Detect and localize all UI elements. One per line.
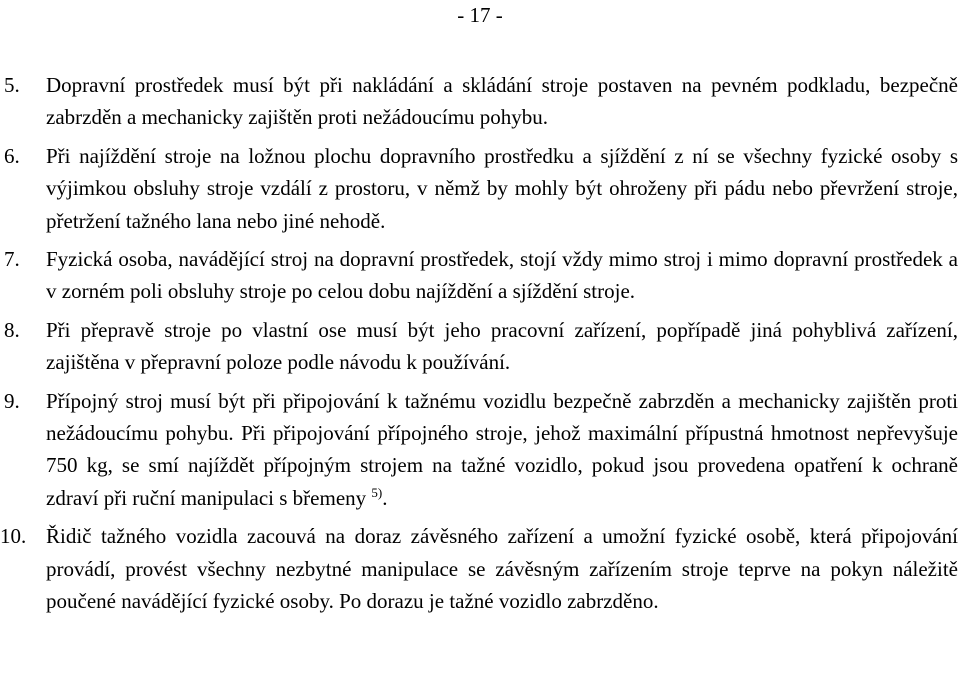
list-item-text: Při najíždění stroje na ložnou plochu dopravního prostředku a sjíždění z ní se všechny fyzické osoby s výjimkou obsluhy stroje vzdálí z prostoru, v němž by mohly být ohroženy při pádu nebo převržení stroje, přetržení tažného lana nebo jiné nehodě. [46, 143, 958, 233]
list-item-number: 7. [4, 247, 20, 272]
list-item-6 [0, 140, 958, 237]
page-number: - 17 - [457, 3, 503, 27]
list-item-7 [0, 243, 958, 308]
list-item-text: Dopravní prostředek musí být při nakládání a skládání stroje postaven na pevném podkladu, bezpečně zabrzděn a mechanicky zajištěn proti nežádoucímu pohybu. [46, 73, 958, 130]
list-item-number: 6. [4, 143, 20, 168]
list-item-text-end: . [382, 485, 388, 510]
list-item-text: Řidič tažného vozidla zacouvá na doraz závěsného zařízení a umožní fyzické osobě, která připojování provádí, provést všechny nezbytné manipulace se závěsným zařízením stroje teprve na pokyn náležitě poučené navádějící fyzické osoby. Po dorazu je tažné vozidlo zabrzděno. [46, 524, 958, 614]
list-item-text: Při přepravě stroje po vlastní ose musí být jeho pracovní zařízení, popřípadě jiná pohyblivá zařízení, zajištěna v přepravní poloze podle návodu k používání. [46, 317, 958, 375]
list-item-number: 5. [4, 73, 20, 97]
list-item-number: 10. [0, 524, 27, 549]
list-item-10 [0, 520, 958, 617]
list-item-5 [0, 69, 958, 134]
footnote-reference: 5) [371, 484, 383, 500]
list-item-text-wrapper [46, 385, 958, 515]
list-item-text: Fyzická osoba, navádějící stroj na dopravní prostředek, stojí vždy mimo stroj i mimo dopravní prostředek a v zorném poli obsluhy stroje po celou dobu najíždění a sjíždění stroje. [46, 247, 958, 304]
list-item-number: 8. [4, 317, 20, 342]
list-item-8 [0, 314, 958, 379]
list-item-number: 9. [4, 388, 20, 413]
list-item-text: Přípojný stroj musí být při připojování k tažnému vozidlu bezpečně zabrzděn a mechanicky zajištěn proti nežádoucímu pohybu. Při připojování přípojného stroje, jehož maximální přípustná hmotnost nepřevyšuje 750 kg, se smí najíždět přípojným strojem na tažné vozidlo, pokud jsou provedena opatření k ochraně zdraví při ruční manipulaci s břemeny [46, 388, 958, 510]
list-item-9 [0, 385, 958, 515]
numbered-list [0, 69, 958, 624]
